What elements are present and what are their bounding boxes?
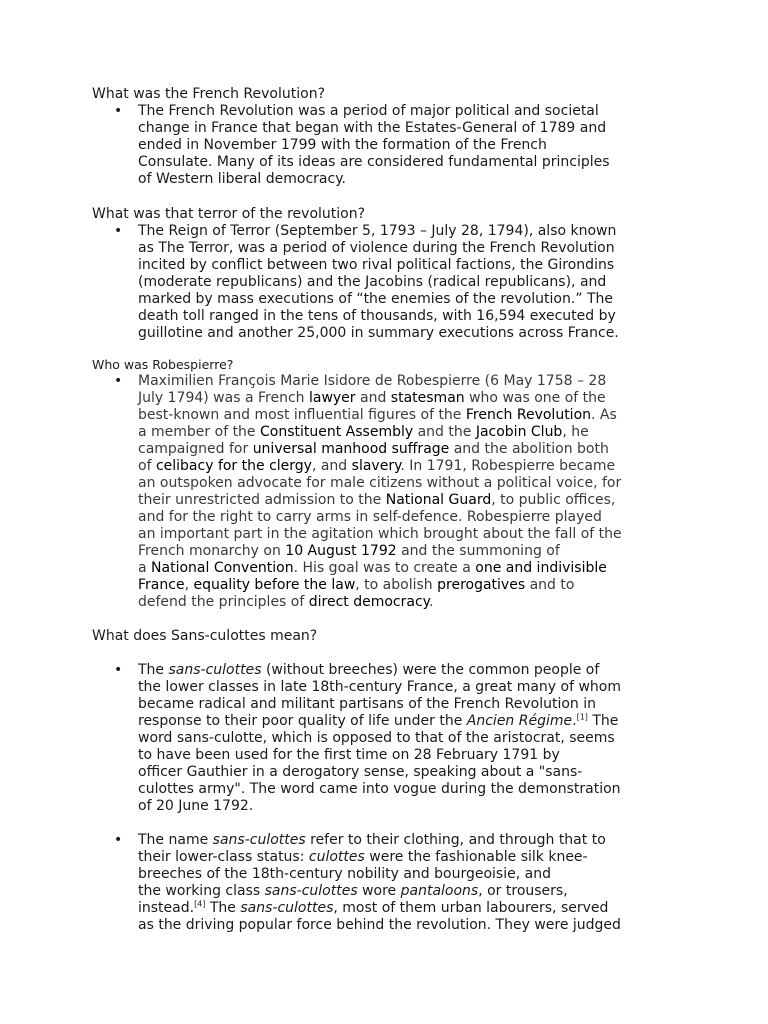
text-line: [138, 713, 678, 730]
section-robespierre: [92, 356, 692, 611]
text-run: the working class: [138, 883, 265, 899]
text-line: [138, 883, 678, 900]
answer-list: [92, 103, 692, 188]
text-line: [138, 240, 678, 257]
text-line: [138, 137, 678, 154]
text-run: , to abolish: [355, 577, 438, 593]
text-line: [138, 696, 678, 713]
text-line: [138, 662, 678, 679]
text-run: pantaloons: [400, 883, 479, 899]
text-run: a member of the: [138, 424, 260, 440]
list-item: [92, 223, 678, 342]
text-line: [138, 509, 678, 526]
bullet-icon: •: [114, 832, 123, 848]
text-run: . In 1791, Robespierre became: [400, 458, 616, 474]
text-line: [138, 764, 678, 781]
item-text: [138, 662, 678, 815]
text-run: Jacobin Club: [475, 424, 563, 440]
text-run: and the summoning of: [396, 543, 560, 559]
question-heading: What was the French Revolution?: [92, 86, 325, 102]
text-run: wore: [357, 883, 401, 899]
text-run: direct democracy: [308, 594, 429, 610]
text-run: an important part in the agitation which brought about the fall of the: [138, 526, 622, 542]
text-run: to have been used for the first time on 28 February 1791 by: [138, 747, 560, 763]
text-run: lawyer: [308, 390, 356, 406]
text-line: [138, 223, 678, 240]
text-run: , to public offices,: [491, 492, 616, 508]
text-run: , most of them urban labourers, served: [333, 900, 609, 916]
text-line: [138, 475, 678, 492]
item-text: [138, 103, 678, 188]
text-line: [138, 424, 678, 441]
text-run: instead.: [138, 900, 195, 916]
text-run: of Western liberal democracy.: [138, 171, 346, 187]
text-run: officer Gauthier in a derogatory sense, speaking about a "sans-: [138, 764, 583, 780]
text-run: death toll ranged in the tens of thousands, with 16,594 executed by: [138, 308, 616, 324]
question-heading: What does Sans-culottes mean?: [92, 628, 318, 644]
text-run: and the abolition both: [449, 441, 609, 457]
text-line: [138, 900, 678, 917]
text-run: the lower classes in late 18th-century France, a great many of whom: [138, 679, 622, 695]
text-run: (without breeches) were the common people of: [261, 662, 600, 678]
text-run: National Guard: [385, 492, 492, 508]
text-run: who was one of the: [464, 390, 606, 406]
text-line: [138, 407, 678, 424]
text-run: prerogatives: [437, 577, 526, 593]
text-run: word sans-culotte, which is opposed to that of the aristocrat, seems: [138, 730, 615, 746]
text-run: and for the right to carry arms in self-defence. Robespierre played: [138, 509, 602, 525]
text-line: [138, 154, 678, 171]
bullet-icon: •: [114, 373, 123, 389]
text-run: best-known and most influential figures of the: [138, 407, 466, 423]
section-sans-culottes: [92, 628, 692, 934]
text-line: [138, 291, 678, 308]
text-run: French Revolution: [465, 407, 592, 423]
text-run: , or trousers,: [478, 883, 568, 899]
text-run: universal manhood suffrage: [252, 441, 450, 457]
text-run: sans-culottes: [240, 900, 334, 916]
bullet-icon: •: [114, 223, 123, 239]
text-run: The: [587, 713, 619, 729]
text-run: sans-culottes: [212, 832, 306, 848]
text-line: [138, 171, 678, 188]
list-item: [92, 103, 678, 188]
text-line: [138, 781, 678, 798]
list-item: [92, 373, 678, 611]
text-run: slavery: [351, 458, 401, 474]
text-line: [138, 325, 678, 342]
item-text: [138, 832, 678, 934]
item-text: [138, 223, 678, 342]
text-run: a: [138, 560, 152, 576]
text-run: guillotine and another 25,000 in summary executions across France.: [138, 325, 619, 341]
footnote-ref: [4]: [194, 899, 206, 909]
text-run: celibacy for the clergy: [155, 458, 312, 474]
text-run: of 20 June 1792.: [138, 798, 254, 814]
text-run: . As: [591, 407, 617, 423]
text-run: Constituent Assembly: [260, 424, 414, 440]
text-run: marked by mass executions of “the enemies of the revolution.” The: [138, 291, 614, 307]
text-run: . His goal was to create a: [293, 560, 476, 576]
text-line: [138, 798, 678, 815]
text-line: [138, 747, 678, 764]
text-run: France: [138, 577, 185, 593]
bullet-icon: •: [114, 662, 123, 678]
text-line: [138, 849, 678, 866]
text-run: as The Terror, was a period of violence during the French Revolution: [138, 240, 615, 256]
text-run: statesman: [390, 390, 465, 406]
answer-list: [92, 373, 692, 611]
text-run: .: [572, 713, 577, 729]
text-line: [138, 866, 678, 883]
text-line: [138, 832, 678, 849]
bullet-icon: •: [114, 103, 123, 119]
text-run: (moderate republicans) and the Jacobins (radical republicans), and: [138, 274, 607, 290]
text-line: [138, 577, 678, 594]
text-line: [138, 274, 678, 291]
text-line: [138, 458, 678, 475]
text-run: The name: [138, 832, 213, 848]
answer-list: [92, 662, 692, 934]
text-run: The French Revolution was a period of major political and societal: [138, 103, 599, 119]
text-run: and the: [413, 424, 476, 440]
text-run: sans-culottes: [168, 662, 262, 678]
text-run: became radical and militant partisans of the French Revolution in: [138, 696, 596, 712]
text-line: [138, 526, 678, 543]
text-run: defend the principles of: [138, 594, 309, 610]
text-run: and: [355, 390, 391, 406]
section-french-revolution: [92, 86, 692, 188]
text-run: breeches of the 18th-century nobility and bourgeoisie, and: [138, 866, 551, 882]
text-line: [138, 730, 678, 747]
text-run: Maximilien François Marie Isidore de Robespierre (6 May 1758 – 28: [138, 373, 607, 389]
text-run: equality before the law: [193, 577, 356, 593]
text-run: an outspoken advocate for male citizens without a political voice, for: [138, 475, 622, 491]
text-line: [138, 543, 678, 560]
text-run: change in France that began with the Estates-General of 1789 and: [138, 120, 607, 136]
question-heading: What was that terror of the revolution?: [92, 206, 366, 222]
section-reign-of-terror: [92, 206, 692, 342]
text-run: culottes: [308, 849, 365, 865]
item-text: [138, 373, 678, 611]
footnote-ref: [1]: [576, 712, 588, 722]
text-run: , and: [311, 458, 352, 474]
text-run: campaigned for: [138, 441, 253, 457]
text-line: [138, 917, 678, 934]
text-line: [138, 103, 678, 120]
text-run: refer to their clothing, and through that to: [305, 832, 606, 848]
text-run: were the fashionable silk knee-: [364, 849, 588, 865]
text-run: .: [428, 594, 434, 610]
text-line: [138, 679, 678, 696]
text-run: The: [138, 662, 169, 678]
text-run: 10 August 1792: [285, 543, 397, 559]
text-run: as the driving popular force behind the revolution. They were judged: [138, 917, 621, 933]
text-run: Ancien Régime: [466, 713, 573, 729]
text-run: culottes army". The word came into vogue during the demonstration: [138, 781, 621, 797]
text-run: French monarchy on: [138, 543, 286, 559]
text-run: ,: [184, 577, 194, 593]
text-line: [138, 390, 678, 407]
text-run: their lower-class status:: [138, 849, 309, 865]
text-run: ended in November 1799 with the formation of the French: [138, 137, 547, 153]
text-run: July 1794) was a French: [138, 390, 309, 406]
text-line: [138, 492, 678, 509]
text-line: [138, 120, 678, 137]
text-line: [138, 308, 678, 325]
text-line: [138, 441, 678, 458]
text-run: National Convention: [151, 560, 294, 576]
text-run: Consulate. Many of its ideas are considered fundamental principles: [138, 154, 610, 170]
text-run: The: [205, 900, 241, 916]
list-item: [92, 832, 678, 934]
text-run: The Reign of Terror (September 5, 1793 – July 28, 1794), also known: [138, 223, 617, 239]
text-line: [138, 560, 678, 577]
text-line: [138, 594, 678, 611]
text-run: of: [138, 458, 156, 474]
answer-list: [92, 223, 692, 342]
text-run: and to: [525, 577, 575, 593]
text-run: their unrestricted admission to the: [138, 492, 386, 508]
list-item: [92, 662, 678, 815]
text-run: one and indivisible: [475, 560, 607, 576]
question-heading: Who was Robespierre?: [92, 357, 234, 372]
text-line: [138, 373, 678, 390]
text-run: response to their poor quality of life under the: [138, 713, 467, 729]
text-run: incited by conflict between two rival political factions, the Girondins: [138, 257, 615, 273]
text-run: , he: [562, 424, 589, 440]
text-run: sans-culottes: [264, 883, 358, 899]
text-line: [138, 257, 678, 274]
